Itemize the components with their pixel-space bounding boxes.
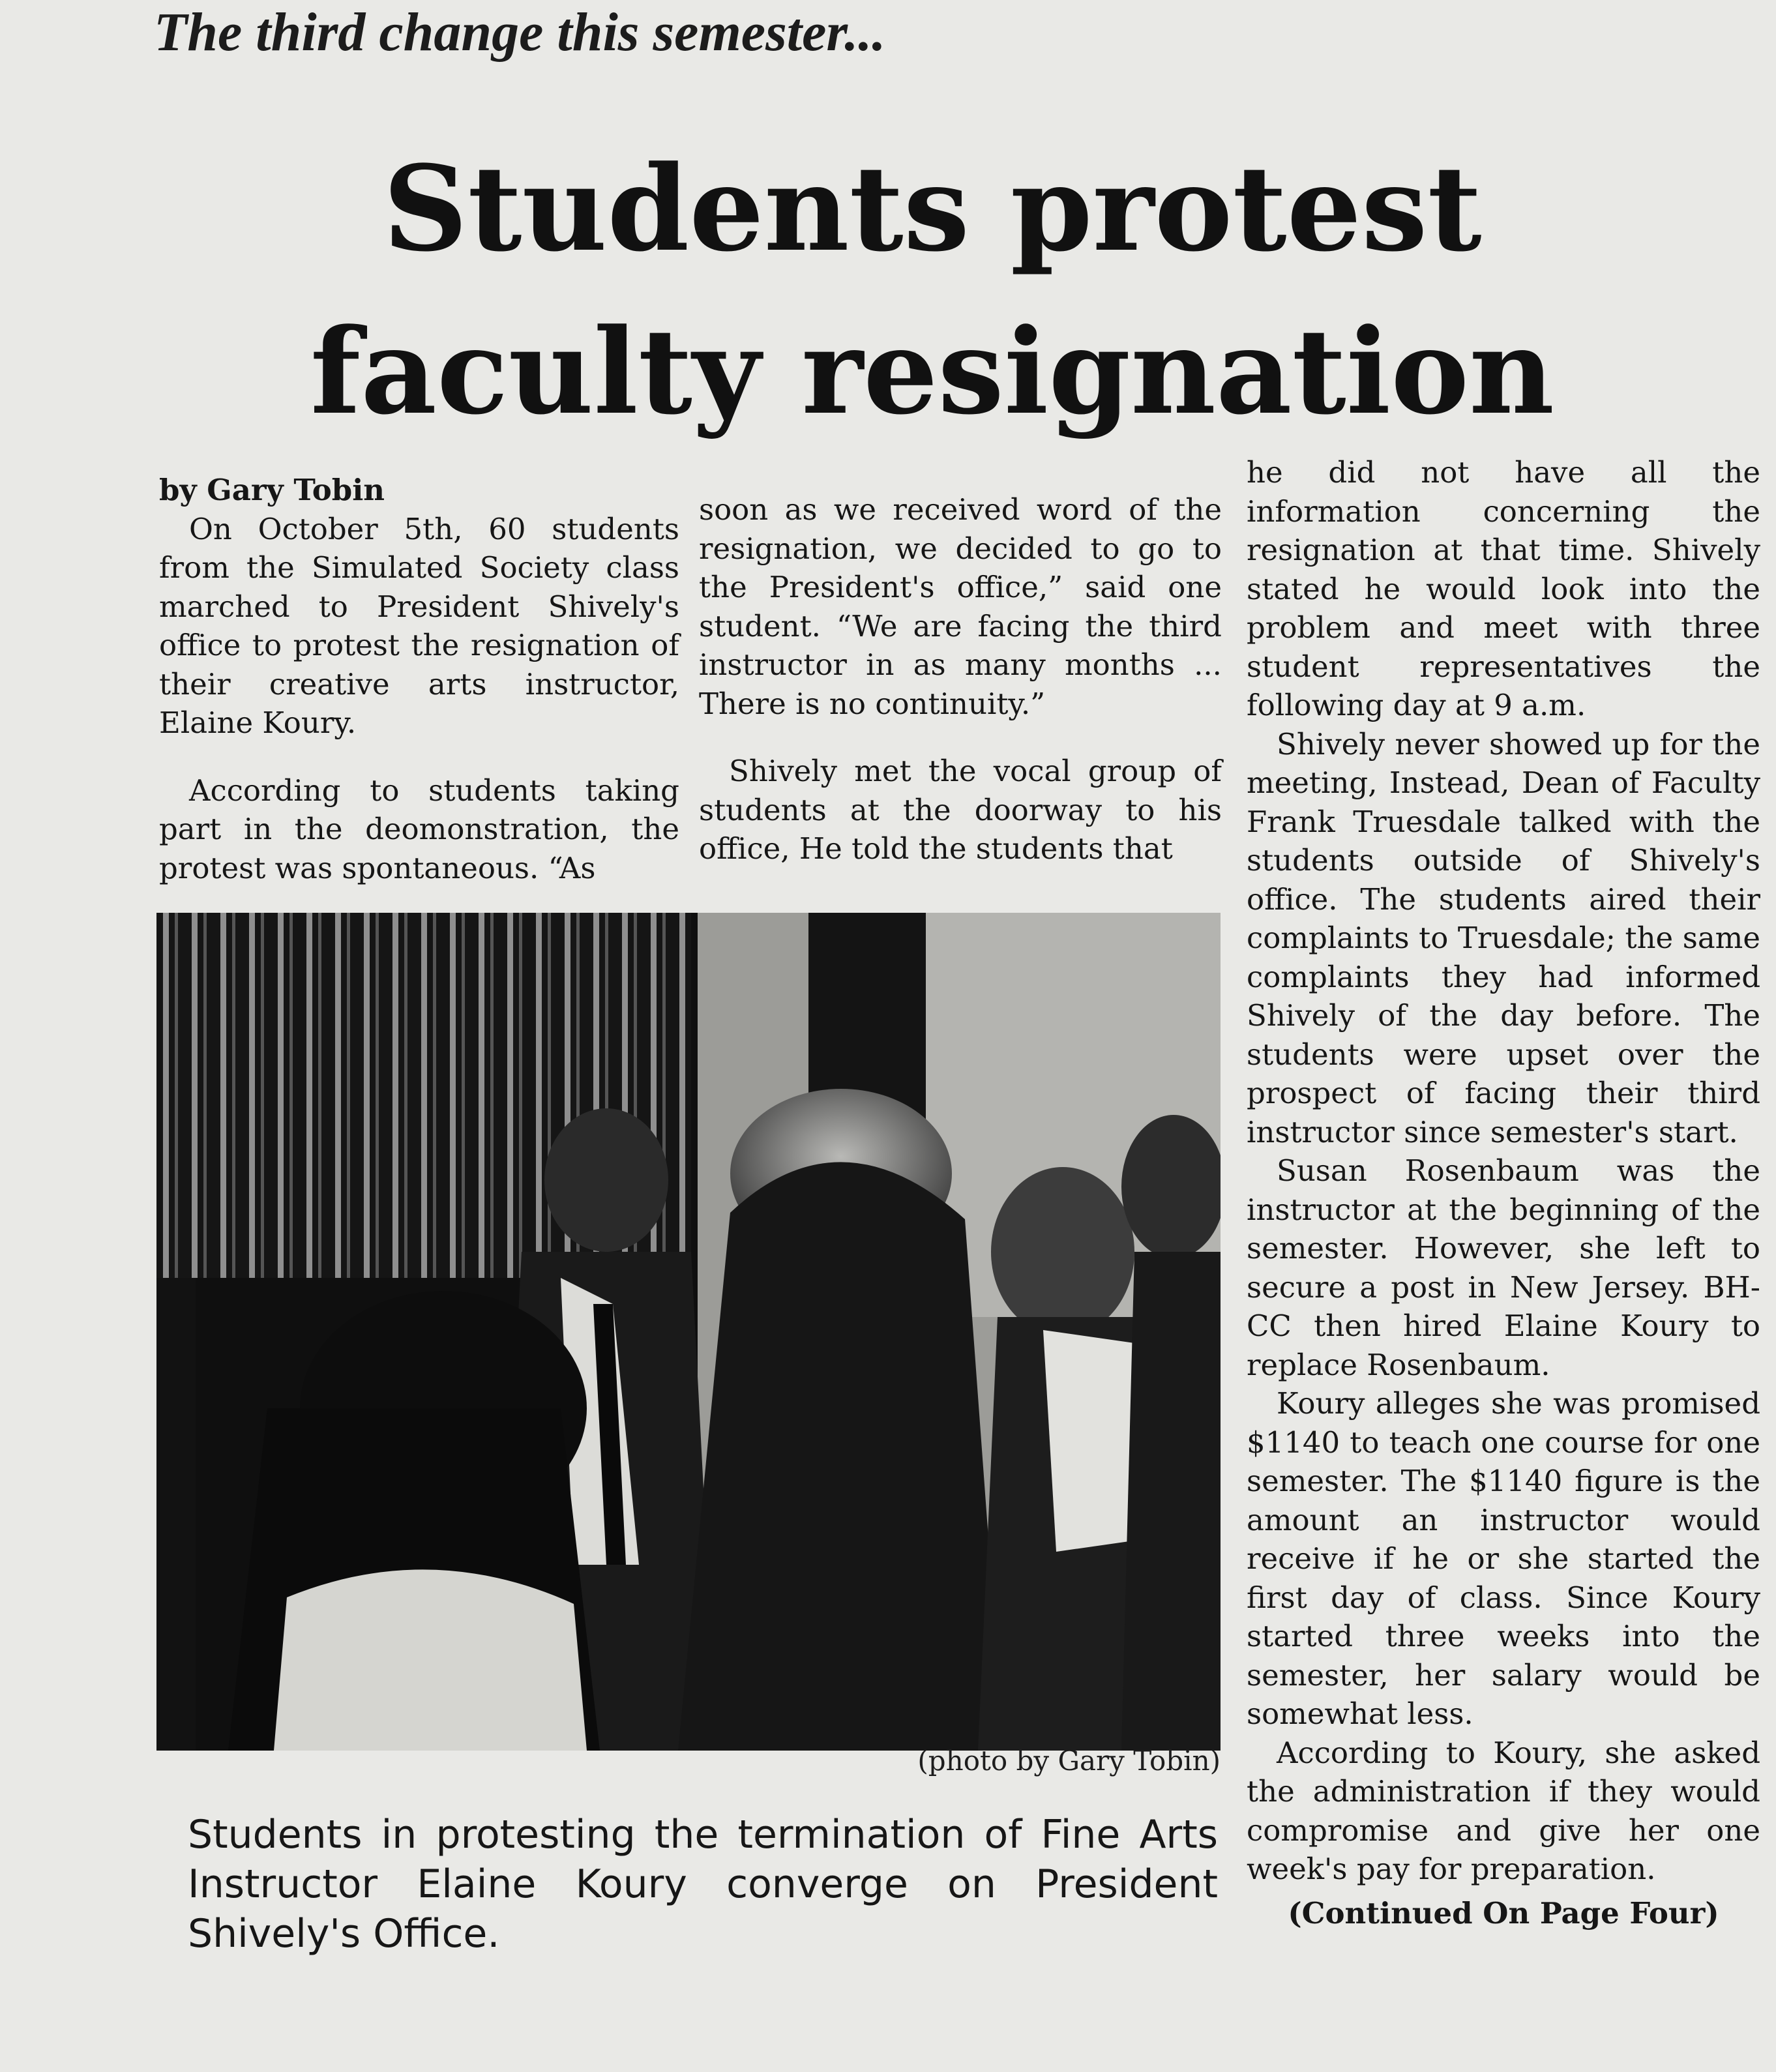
article-column-2 [699, 490, 1222, 868]
article-column-3 [1247, 453, 1760, 1932]
paragraph: soon as we received word of the resignation, we decided to go to the President's office,” said one student. “We are facing the third instructor in as many months ... There is no continuity.” [699, 492, 1222, 721]
headline-line-2: faculty resignation [310, 303, 1555, 441]
headline-line-1: Students protest [383, 140, 1482, 278]
byline: by Gary Tobin [159, 473, 385, 507]
paragraph: Shively never showed up for the meeting, Instead, Dean of Faculty Frank Truesdale talked with the students outside of Shively's office. The students aired their complaints to Truesdale; the same complaints they had informed Shively of the day before. The students were upset over the prospect of facing their third instructor since semester's start. [1247, 726, 1760, 1149]
paragraph: On October 5th, 60 students from the Simulated Society class marched to President Shively's office to protest the resignation of their creative arts instructor, Elaine Koury. [159, 511, 679, 740]
headline [130, 128, 1734, 454]
paragraph: he did not have all the information concerning the resignation at that time. Shively stated he would look into the problem and meet with three student representatives the following day at 9 a.m. [1247, 455, 1760, 722]
paragraph: Koury alleges she was promised $1140 to teach one course for one semester. The $1140 figure is the amount an instructor would receive if he or she started the first day of class. Since Koury started three weeks into the semester, her salary would be somewhat less. [1247, 1386, 1760, 1731]
kicker-headline: The third change this semester... [154, 2, 886, 63]
continued-note: (Continued On Page Four) [1288, 1895, 1719, 1931]
photo-illustration [156, 913, 1221, 1751]
article-column-1 [159, 471, 679, 887]
news-photo [156, 913, 1221, 1751]
photo-credit: (photo by Gary Tobin) [917, 1745, 1221, 1777]
paragraph: According to students taking part in the deomonstration, the protest was spontaneous. “As [159, 773, 679, 885]
paragraph: Susan Rosenbaum was the instructor at the beginning of the semester. However, she left to secure a post in New Jersey. BH-CC then hired Elaine Koury to replace Rosenbaum. [1247, 1153, 1760, 1382]
paragraph: Shively met the vocal group of students at the doorway to his office, He told the students that [699, 754, 1222, 866]
paragraph: According to Koury, she asked the administration if they would compromise and give her one week's pay for preparation. [1247, 1735, 1760, 1886]
photo-caption: Students in protesting the termination of Fine Arts Instructor Elaine Koury converge on President Shively's Office. [188, 1812, 1218, 1957]
